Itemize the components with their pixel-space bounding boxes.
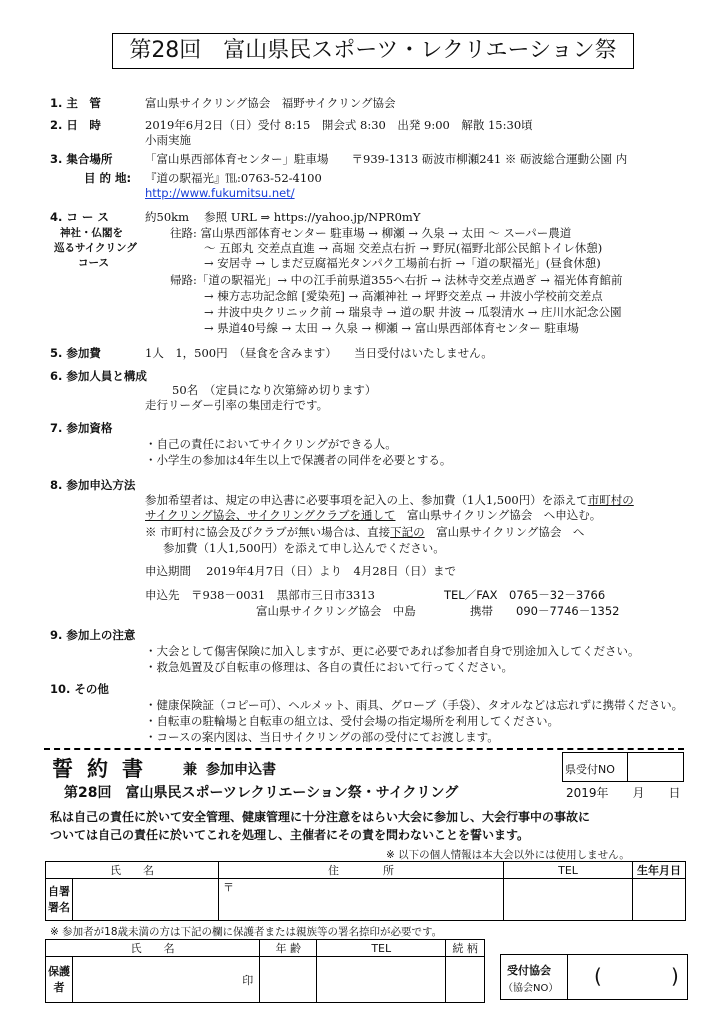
oath-sub-application: 参加申込書 <box>206 762 276 778</box>
application-text: 参加希望者は、規定の申込書に必要事項を記入の上、参加費（1人1,500円）を添えて <box>145 493 588 507</box>
course-side-label-2: 巡るサイクリング <box>54 242 137 254</box>
guardian-name-field[interactable] <box>73 957 260 1003</box>
guardian-col-age-header: 年 齢 <box>260 940 317 957</box>
guardian-col-name-header: 氏 名 <box>46 940 260 957</box>
guardian-label-line1: 保護 <box>48 964 70 978</box>
association-label: 受付協会 <box>507 964 551 977</box>
guardian-label <box>46 957 73 1003</box>
col-address-header: 住 所 <box>219 862 504 879</box>
section-other-line1: ・健康保険証（コピー可）、ヘルメット、雨具、グローブ（手袋）、タオルなどは忘れずに携帯ください。 <box>145 698 684 712</box>
application-text: 富山県サイクリング協会 へ申込む。 <box>406 508 602 522</box>
section-notes-line2: ・救急処置及び自転車の修理は、各自の責任において行ってください。 <box>145 660 513 674</box>
section-other-line2: ・自転車の駐輪場と自転車の組立は、受付会場の指定場所を利用してください。 <box>145 714 559 728</box>
self-sign-label-line2: 署名 <box>48 900 70 914</box>
course-side-label-1: 神社・仏閣を <box>60 227 123 239</box>
participant-tel-field[interactable] <box>504 879 633 921</box>
section-eligibility-label: 7. 参加資格 <box>50 421 113 435</box>
col-name-header: 氏 名 <box>46 862 219 879</box>
section-capacity-line1: 50名 （定員になり次第締め切ります） <box>172 383 377 397</box>
destination-text: 『道の駅福光』℡:0763-52-4100 <box>145 171 322 185</box>
section-fee-text: 1人 1，500円 （昼食を含みます） 当日受付はいたしません。 <box>145 346 493 360</box>
col-tel-header: TEL <box>504 862 633 879</box>
section-other-line3: ・コースの案内図は、当日サイクリングの部の受付にてお渡します。 <box>145 730 499 744</box>
col-birthdate-header: 生年月日 <box>633 862 686 879</box>
page-title: 第28回 富山県民スポーツ・レクリエーション祭 <box>112 33 634 69</box>
association-number-label: （協会NO） <box>503 983 559 994</box>
guardian-table <box>45 939 485 1003</box>
section-organizer-label: 1. 主 管 <box>50 96 101 110</box>
destination-label: 目 的 地: <box>84 171 132 185</box>
application-paragraph-4: 参加費（1人1,500円）を添えて申し込んでください。 <box>163 541 445 555</box>
application-underlined-text: 市町村の <box>587 493 634 507</box>
self-sign-label-line1: 自署 <box>48 884 70 898</box>
participant-address-field[interactable] <box>219 879 504 921</box>
privacy-note: ※ 以下の個人情報は本大会以外には使用しません。 <box>386 849 630 861</box>
guardian-age-field[interactable] <box>260 957 317 1003</box>
section-application-label: 8. 参加申込方法 <box>50 478 136 492</box>
oath-statement-2: ついては自己の責任に於いてこれを処理し、主催者にその責を問わないことを誓います。 <box>50 828 530 842</box>
section-eligibility-line2: ・小学生の参加は4年生以上で保護者の同伴を必要とする。 <box>145 453 452 467</box>
oath-event-name: 第28回 富山県民スポーツレクリエーション祭・サイクリング <box>64 785 459 801</box>
guardian-label-line2: 者 <box>53 980 65 994</box>
course-summary: 約50km 参照 URL ⇒ https://yahoo.jp/NPR0mY <box>145 210 421 224</box>
course-line: → 棟方志功記念館 [愛染苑] → 高瀬神社 → 坪野交差点 → 井波小学校前交差点 <box>204 289 603 303</box>
section-fee-label: 5. 参加費 <box>50 346 101 360</box>
application-organization: 富山県サイクリング協会 中島 <box>256 604 416 618</box>
application-text: ※ 市町村に協会及びクラブが無い場合は、直接 <box>145 525 391 539</box>
course-line: → 県道40号線 → 太田 → 久泉 → 柳瀬 → 富山県西部体育センター 駐車場 <box>204 321 579 335</box>
oath-statement-1: 私は自己の責任に於いて安全管理、健康管理に十分注意をはらい大会に参加し、大会行事中の事故に <box>50 810 591 824</box>
section-notes-label: 9. 参加上の注意 <box>50 628 136 642</box>
self-sign-label <box>46 879 73 921</box>
section-capacity-line2: 走行リーダー引率の集団走行です。 <box>145 398 329 412</box>
course-line: 往路: 富山県西部体育センター 駐車場 → 柳瀬 → 久泉 → 太田 〜 スーパー農道 <box>170 226 572 240</box>
guardian-col-relation-header: 続 柄 <box>446 940 485 957</box>
guardian-tel-field[interactable] <box>317 957 446 1003</box>
destination-link[interactable]: http://www.fukumitsu.net/ <box>145 186 295 200</box>
course-line: 〜 五郎丸 交差点直進 → 高堀 交差点右折 → 野尻(福野北部公民館トイレ休憩) <box>204 241 603 255</box>
association-paren-right: ) <box>671 964 679 988</box>
course-side-label-3: コース <box>78 257 109 269</box>
section-capacity-label: 6. 参加人員と構成 <box>50 369 147 383</box>
section-eligibility-line1: ・自己の責任においてサイクリングができる人。 <box>145 437 397 451</box>
oath-title: 誓約書 <box>52 757 157 781</box>
application-address: 申込先 〒938－0031 黒部市三日市3313 <box>145 588 375 602</box>
application-paragraph-2 <box>145 507 601 523</box>
oath-date: 2019年 月 日 <box>566 786 681 800</box>
application-period: 申込期間 2019年4月7日（日）より 4月28日（日）まで <box>145 564 457 578</box>
guardian-col-tel-header: TEL <box>317 940 446 957</box>
application-text: 富山県サイクリング協会 へ <box>436 525 585 539</box>
section-organizer-text: 富山県サイクリング協会 福野サイクリング協会 <box>145 96 396 110</box>
section-datetime-label: 2. 日 時 <box>50 118 101 132</box>
course-line: → 安居寺 → しまだ豆腐福光タンパク工場前右折 →「道の駅福光」(昼食休憩) <box>204 256 601 270</box>
association-paren-left: ( <box>594 964 602 988</box>
postal-mark: 〒 <box>223 881 234 894</box>
section-datetime-line2: 小雨実施 <box>145 133 191 147</box>
application-paragraph-3 <box>145 524 584 540</box>
application-underlined-text: サイクリング協会、サイクリングクラブを通して <box>145 508 396 522</box>
reception-number-label: 県受付NO <box>565 763 615 776</box>
course-line: 帰路:「道の駅福光」→ 中の江手前県道355へ右折 → 法林寺交差点過ぎ → 福光体育館前 <box>170 273 623 287</box>
course-line: → 井波中央クリニック前 → 瑞泉寺 → 道の駅 井波 → 瓜裂清水 → 庄川水記念公園 <box>204 305 622 319</box>
participant-birthdate-field[interactable] <box>633 879 686 921</box>
section-datetime-line1: 2019年6月2日（日）受付 8:15 開会式 8:30 出発 9:00 解散 15:30頃 <box>145 118 533 132</box>
section-other-label: 10. その他 <box>50 682 109 696</box>
seal-mark: 印 <box>242 973 254 987</box>
section-notes-line1: ・大会として傷害保険に加入しますが、更に必要であれば参加者自身で別途加入してください。 <box>145 644 640 658</box>
guardian-note: ※ 参加者が18歳未満の方は下記の欄に保護者または親族等の署名捺印が必要です。 <box>50 926 443 938</box>
application-tel: TEL／FAX 0765－32－3766 <box>444 588 606 602</box>
application-underlined-text: 下記の <box>390 525 425 539</box>
guardian-relation-field[interactable] <box>446 957 485 1003</box>
participant-name-field[interactable] <box>73 879 219 921</box>
section-meeting-label: 3. 集合場所 <box>50 152 113 166</box>
section-meeting-text: 「富山県西部体育センター」駐車場 〒939-1313 砺波市柳瀬241 ※ 砺波総合運動公園 内 <box>145 152 628 166</box>
oath-sub-and: 兼 <box>183 762 197 778</box>
participant-table <box>45 861 686 921</box>
section-course-label: 4. コ ー ス <box>50 210 109 224</box>
application-paragraph-1 <box>145 492 634 508</box>
application-mobile: 携帯 090－7746－1352 <box>470 604 620 618</box>
cut-line <box>44 748 684 750</box>
